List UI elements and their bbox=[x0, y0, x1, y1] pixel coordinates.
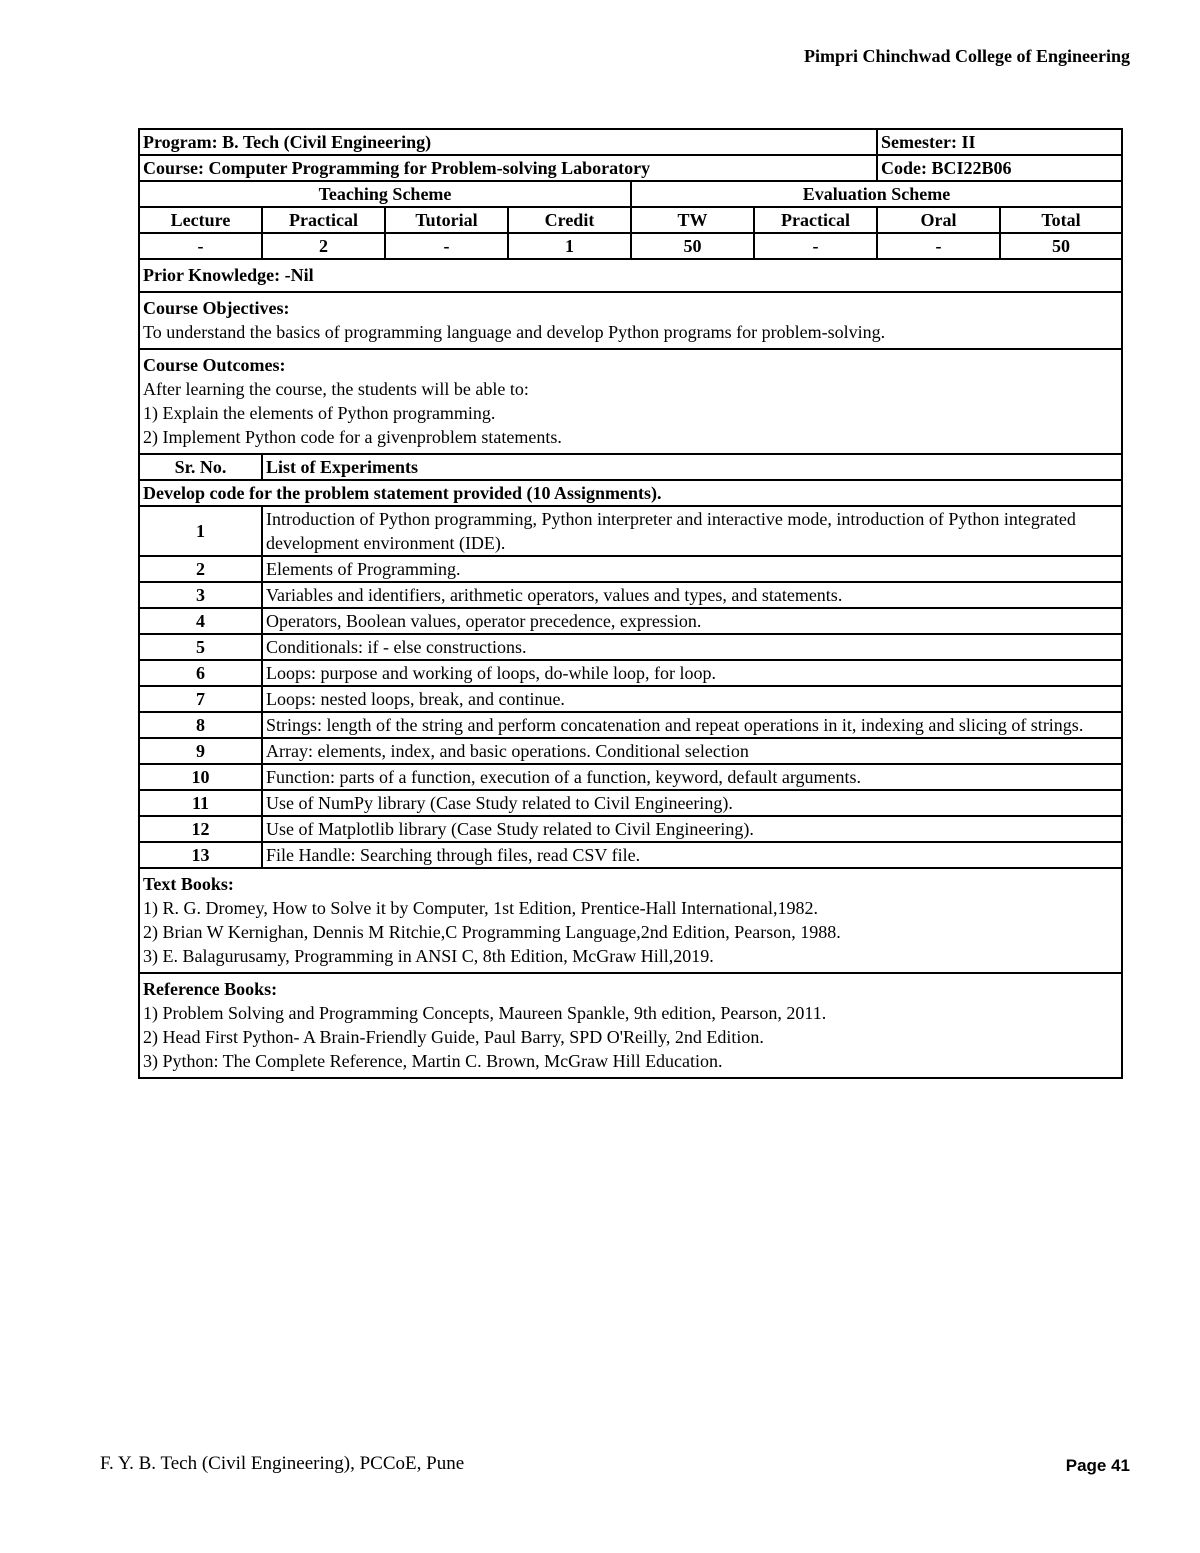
experiment-row bbox=[139, 712, 1122, 738]
page-number: Page 41 bbox=[1065, 1456, 1130, 1475]
reference-book-item: 3) Python: The Complete Reference, Martin C. Brown, McGraw Hill Education. bbox=[143, 1051, 723, 1071]
scheme-header-cell: Practical bbox=[262, 207, 385, 233]
experiment-row bbox=[139, 660, 1122, 686]
experiment-number: 4 bbox=[139, 608, 262, 634]
experiment-row bbox=[139, 790, 1122, 816]
scheme-header-cell: Tutorial bbox=[385, 207, 508, 233]
scheme-header-row bbox=[139, 207, 1122, 233]
semester-cell: Semester: II bbox=[877, 129, 1122, 155]
course-row bbox=[139, 155, 1122, 181]
experiment-description: Use of Matplotlib library (Case Study related to Civil Engineering). bbox=[262, 816, 1122, 842]
experiment-number: 12 bbox=[139, 816, 262, 842]
experiment-description: Elements of Programming. bbox=[262, 556, 1122, 582]
experiment-row bbox=[139, 738, 1122, 764]
text-books-row bbox=[139, 868, 1122, 973]
experiment-description: Operators, Boolean values, operator precedence, expression. bbox=[262, 608, 1122, 634]
reference-books-heading: Reference Books: bbox=[143, 979, 278, 999]
syllabus-table bbox=[138, 128, 1123, 1079]
experiment-row bbox=[139, 816, 1122, 842]
experiment-description: Function: parts of a function, execution of a function, keyword, default arguments. bbox=[262, 764, 1122, 790]
program-cell: Program: B. Tech (Civil Engineering) bbox=[139, 129, 877, 155]
experiment-row bbox=[139, 686, 1122, 712]
objectives-heading: Course Objectives: bbox=[143, 298, 290, 318]
scheme-value-cell: - bbox=[139, 233, 262, 259]
scheme-value-cell: 2 bbox=[262, 233, 385, 259]
outcome-item: 1) Explain the elements of Python programming. bbox=[143, 403, 496, 423]
institution-header: Pimpri Chinchwad College of Engineering bbox=[803, 46, 1130, 66]
scheme-header-cell: Lecture bbox=[139, 207, 262, 233]
experiment-number: 1 bbox=[139, 506, 262, 556]
objectives-row bbox=[139, 292, 1122, 349]
scheme-value-cell: - bbox=[385, 233, 508, 259]
experiments-header-row bbox=[139, 454, 1122, 480]
scheme-value-cell: 1 bbox=[508, 233, 631, 259]
scheme-header-cell: Practical bbox=[754, 207, 877, 233]
scheme-header-cell: Credit bbox=[508, 207, 631, 233]
experiment-number: 8 bbox=[139, 712, 262, 738]
program-row bbox=[139, 129, 1122, 155]
text-books bbox=[139, 868, 1122, 973]
footer-course-label: F. Y. B. Tech (Civil Engineering), PCCoE, Pune bbox=[100, 1453, 465, 1474]
experiment-row bbox=[139, 764, 1122, 790]
scheme-header-cell: Total bbox=[1000, 207, 1122, 233]
experiment-number: 5 bbox=[139, 634, 262, 660]
experiment-description: Use of NumPy library (Case Study related to Civil Engineering). bbox=[262, 790, 1122, 816]
experiment-row bbox=[139, 608, 1122, 634]
experiment-number: 13 bbox=[139, 842, 262, 868]
course-cell: Course: Computer Programming for Problem-solving Laboratory bbox=[139, 155, 877, 181]
experiment-description: Variables and identifiers, arithmetic operators, values and types, and statements. bbox=[262, 582, 1122, 608]
experiment-description: Loops: nested loops, break, and continue. bbox=[262, 686, 1122, 712]
scheme-header-cell: Oral bbox=[877, 207, 1000, 233]
prior-knowledge bbox=[139, 259, 1122, 292]
text-book-item: 3) E. Balagurusamy, Programming in ANSI C, 8th Edition, McGraw Hill,2019. bbox=[143, 946, 714, 966]
outcomes-heading: Course Outcomes: bbox=[143, 355, 286, 375]
experiments-header: List of Experiments bbox=[262, 454, 1122, 480]
code-cell: Code: BCI22B06 bbox=[877, 155, 1122, 181]
text-book-item: 1) R. G. Dromey, How to Solve it by Computer, 1st Edition, Prentice-Hall International,1982. bbox=[143, 898, 819, 918]
text-book-item: 2) Brian W Kernighan, Dennis M Ritchie,C Programming Language,2nd Edition, Pearson, 1988. bbox=[143, 922, 841, 942]
scheme-value-cell: - bbox=[754, 233, 877, 259]
experiment-number: 11 bbox=[139, 790, 262, 816]
experiment-description: Introduction of Python programming, Python interpreter and interactive mode, introduction of Python integrated development environment (IDE). bbox=[262, 506, 1122, 556]
evaluation-scheme-heading: Evaluation Scheme bbox=[631, 181, 1122, 207]
experiment-description: Loops: purpose and working of loops, do-while loop, for loop. bbox=[262, 660, 1122, 686]
experiment-row bbox=[139, 634, 1122, 660]
sr-no-header: Sr. No. bbox=[139, 454, 262, 480]
course-outcomes bbox=[139, 349, 1122, 454]
scheme-title-row bbox=[139, 181, 1122, 207]
experiment-row bbox=[139, 506, 1122, 556]
scheme-value-row bbox=[139, 233, 1122, 259]
experiments-subheading-row bbox=[139, 480, 1122, 506]
experiment-number: 3 bbox=[139, 582, 262, 608]
prior-knowledge-row bbox=[139, 259, 1122, 292]
prior-knowledge-text: Prior Knowledge: -Nil bbox=[143, 265, 314, 285]
teaching-scheme-heading: Teaching Scheme bbox=[139, 181, 631, 207]
objectives-text: To understand the basics of programming language and develop Python programs for problem-solving. bbox=[143, 322, 886, 342]
text-books-heading: Text Books: bbox=[143, 874, 234, 894]
experiment-number: 6 bbox=[139, 660, 262, 686]
experiment-number: 2 bbox=[139, 556, 262, 582]
reference-books-row bbox=[139, 973, 1122, 1078]
experiment-description: Strings: length of the string and perform concatenation and repeat operations in it, indexing and slicing of strings. bbox=[262, 712, 1122, 738]
scheme-value-cell: - bbox=[877, 233, 1000, 259]
outcome-item: 2) Implement Python code for a givenproblem statements. bbox=[143, 427, 562, 447]
outcomes-intro: After learning the course, the students will be able to: bbox=[143, 379, 529, 399]
scheme-value-cell: 50 bbox=[1000, 233, 1122, 259]
reference-book-item: 1) Problem Solving and Programming Concepts, Maureen Spankle, 9th edition, Pearson, 2011. bbox=[143, 1003, 827, 1023]
reference-books bbox=[139, 973, 1122, 1078]
experiment-description: Array: elements, index, and basic operations. Conditional selection bbox=[262, 738, 1122, 764]
experiment-row bbox=[139, 582, 1122, 608]
experiment-number: 9 bbox=[139, 738, 262, 764]
outcomes-row bbox=[139, 349, 1122, 454]
course-objectives bbox=[139, 292, 1122, 349]
experiment-row bbox=[139, 556, 1122, 582]
experiment-description: File Handle: Searching through files, read CSV file. bbox=[262, 842, 1122, 868]
experiment-number: 7 bbox=[139, 686, 262, 712]
experiments-subheading: Develop code for the problem statement provided (10 Assignments). bbox=[139, 480, 1122, 506]
experiment-row bbox=[139, 842, 1122, 868]
experiment-number: 10 bbox=[139, 764, 262, 790]
experiment-description: Conditionals: if - else constructions. bbox=[262, 634, 1122, 660]
reference-book-item: 2) Head First Python- A Brain-Friendly Guide, Paul Barry, SPD O'Reilly, 2nd Edition. bbox=[143, 1027, 764, 1047]
scheme-value-cell: 50 bbox=[631, 233, 754, 259]
scheme-header-cell: TW bbox=[631, 207, 754, 233]
